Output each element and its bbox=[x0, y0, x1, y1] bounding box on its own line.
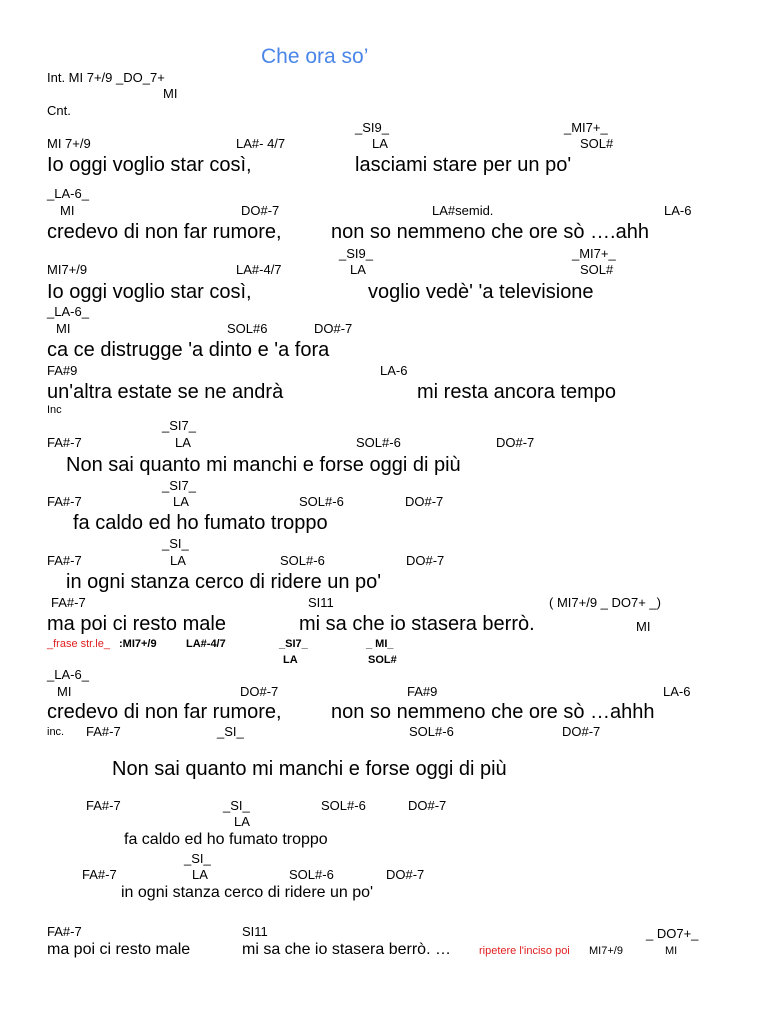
section-label: Inc bbox=[47, 404, 62, 416]
lyric-line: mi sa che io stasera berrò. bbox=[299, 613, 535, 635]
chord: SOL#-6 bbox=[289, 867, 334, 882]
chord: DO#-7 bbox=[240, 684, 279, 699]
chord: :MI7+/9 bbox=[119, 638, 157, 650]
chord: _LA-6_ bbox=[47, 667, 89, 682]
chord: MI bbox=[56, 321, 71, 336]
chord: FA#-7 bbox=[47, 553, 82, 568]
chord: _SI7_ bbox=[162, 478, 196, 493]
song-title: Che ora so’ bbox=[261, 45, 369, 68]
chord: _SI9_ bbox=[339, 246, 373, 261]
chord: ( MI7+/9 _ DO7+ _) bbox=[549, 595, 661, 610]
chord: SOL#-6 bbox=[280, 553, 325, 568]
chord: _ DO7+_ bbox=[646, 926, 699, 941]
chord: _LA-6_ bbox=[47, 186, 89, 201]
chord: LA-6 bbox=[380, 363, 408, 378]
chord: LA bbox=[192, 867, 208, 882]
chord: MI bbox=[163, 86, 178, 101]
chord: FA#-7 bbox=[47, 494, 82, 509]
chord: LA#-4/7 bbox=[236, 262, 282, 277]
chord: _SI9_ bbox=[355, 120, 389, 135]
phrase-note: _frase str.le_ bbox=[47, 638, 110, 650]
chord: DO#-7 bbox=[496, 435, 535, 450]
chord: SOL#-6 bbox=[299, 494, 344, 509]
lyric-line: non so nemmeno che ore sò …ahhh bbox=[331, 701, 655, 723]
chord: MI bbox=[665, 945, 678, 957]
lyric-line: un'altra estate se ne andrà bbox=[47, 381, 284, 403]
chord: FA#-7 bbox=[86, 724, 121, 739]
chord: _SI_ bbox=[217, 724, 244, 739]
chord: MI bbox=[60, 203, 75, 218]
chord: _MI7+_ bbox=[572, 246, 616, 261]
repeat-note: ripetere l'inciso poi bbox=[479, 945, 570, 957]
chord: DO#-7 bbox=[241, 203, 280, 218]
chord: DO#-7 bbox=[405, 494, 444, 509]
lyric-line: ca ce distrugge 'a dinto e 'a fora bbox=[47, 339, 330, 361]
chord: SOL# bbox=[580, 136, 614, 151]
lyric-line: mi sa che io stasera berrò. … bbox=[242, 941, 451, 958]
chord: SOL#-6 bbox=[321, 798, 366, 813]
lyric-line: credevo di non far rumore, bbox=[47, 701, 282, 723]
chord: LA bbox=[170, 553, 186, 568]
chord: FA#-7 bbox=[86, 798, 121, 813]
chord: SOL#-6 bbox=[356, 435, 401, 450]
chord: _SI7_ bbox=[162, 418, 196, 433]
lyric-line: non so nemmeno che ore sò ….ahh bbox=[331, 221, 649, 243]
chord: DO#-7 bbox=[406, 553, 445, 568]
lyric-line: lasciami stare per un po' bbox=[355, 154, 572, 176]
chord: _MI7+_ bbox=[564, 120, 608, 135]
chord: FA#9 bbox=[47, 363, 78, 378]
chord: SOL# bbox=[368, 654, 397, 666]
lyric-line: ma poi ci resto male bbox=[47, 613, 226, 635]
chord: DO#-7 bbox=[562, 724, 601, 739]
chord: _ MI_ bbox=[366, 638, 394, 650]
chord: FA#-7 bbox=[51, 595, 86, 610]
chord: LA#-4/7 bbox=[186, 638, 226, 650]
chord: LA#- 4/7 bbox=[236, 136, 286, 151]
intro-chords: Int. MI 7+/9 _DO_7+ bbox=[47, 70, 165, 85]
lyric-line: in ogni stanza cerco di ridere un po' bbox=[121, 884, 374, 901]
chord: MI 7+/9 bbox=[47, 136, 91, 151]
chord: SI11 bbox=[308, 595, 334, 610]
lyric-line: Io oggi voglio star così, bbox=[47, 154, 252, 176]
lyric-line: fa caldo ed ho fumato troppo bbox=[73, 512, 328, 534]
chord: FA#9 bbox=[407, 684, 438, 699]
chord: LA bbox=[175, 435, 191, 450]
section-label: inc. bbox=[47, 726, 65, 738]
chord: LA-6 bbox=[663, 684, 691, 699]
chord: _SI_ bbox=[184, 851, 211, 866]
lyric-line: voglio vedè' 'a televisione bbox=[368, 281, 594, 303]
lyric-line: Non sai quanto mi manchi e forse oggi di più bbox=[112, 758, 507, 780]
chord: LA bbox=[283, 654, 298, 666]
chord: SOL#-6 bbox=[409, 724, 454, 739]
chord: FA#-7 bbox=[47, 924, 82, 939]
lyric-line: in ogni stanza cerco di ridere un po' bbox=[66, 571, 382, 593]
lyric-line: credevo di non far rumore, bbox=[47, 221, 282, 243]
chord: LA bbox=[350, 262, 366, 277]
chord: _LA-6_ bbox=[47, 304, 89, 319]
chord: MI bbox=[57, 684, 72, 699]
chord: LA bbox=[372, 136, 388, 151]
chord: DO#-7 bbox=[386, 867, 425, 882]
chord: LA-6 bbox=[664, 203, 692, 218]
chord: LA bbox=[234, 814, 250, 829]
chord: SOL#6 bbox=[227, 321, 268, 336]
lyric-line: fa caldo ed ho fumato troppo bbox=[124, 831, 328, 848]
chord: LA#semid. bbox=[432, 203, 494, 218]
chord: MI7+/9 bbox=[47, 262, 88, 277]
chord: DO#-7 bbox=[408, 798, 447, 813]
chord: _SI_ bbox=[162, 536, 189, 551]
chord: _SI_ bbox=[223, 798, 250, 813]
chord: FA#-7 bbox=[47, 435, 82, 450]
lyric-line: Io oggi voglio star così, bbox=[47, 281, 252, 303]
chord: SOL# bbox=[580, 262, 614, 277]
chord: DO#-7 bbox=[314, 321, 353, 336]
chord: _SI7_ bbox=[279, 638, 308, 650]
chord: MI7+/9 bbox=[589, 945, 623, 957]
chord: LA bbox=[173, 494, 189, 509]
section-label: Cnt. bbox=[47, 103, 71, 118]
lyric-line: mi resta ancora tempo bbox=[417, 381, 616, 403]
chord: MI bbox=[636, 619, 651, 634]
lyric-line: Non sai quanto mi manchi e forse oggi di più bbox=[66, 454, 461, 476]
lyric-line: ma poi ci resto male bbox=[47, 941, 191, 958]
chord: SI11 bbox=[242, 924, 268, 939]
chord: FA#-7 bbox=[82, 867, 117, 882]
